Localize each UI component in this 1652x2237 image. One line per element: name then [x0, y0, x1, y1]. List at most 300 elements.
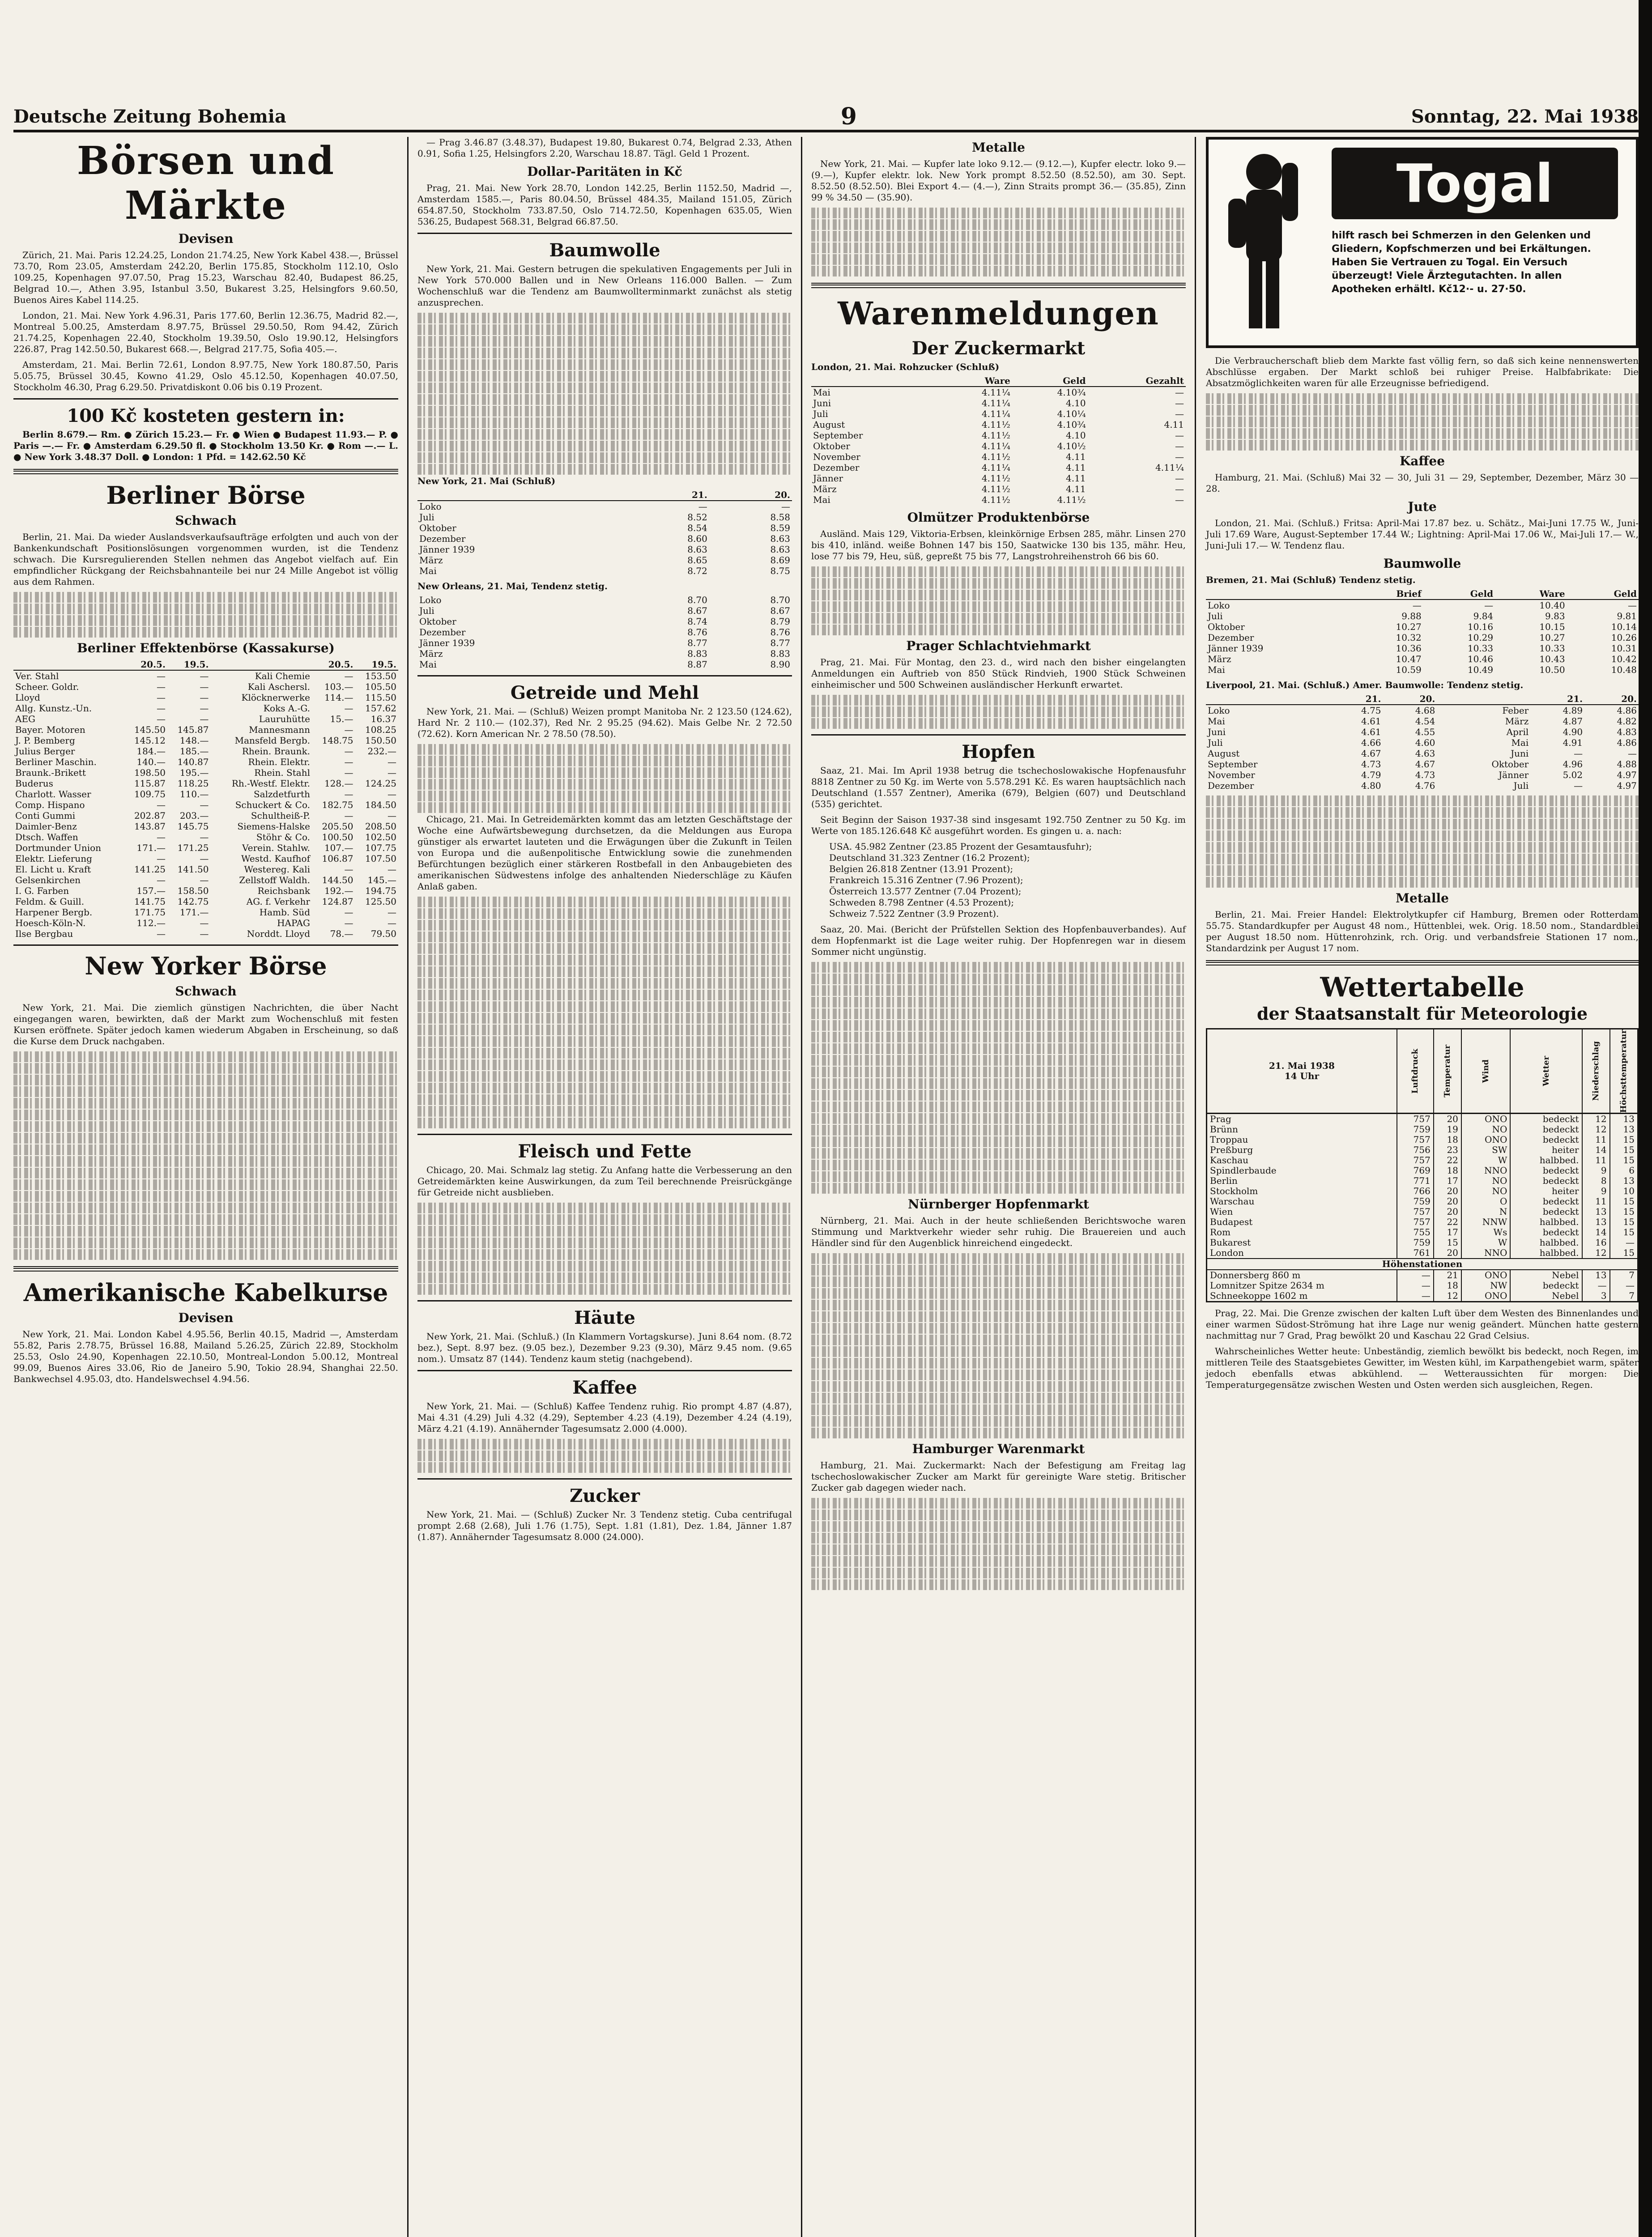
weather-cell: 11	[1582, 1155, 1610, 1165]
table-cell: 184.—	[136, 746, 166, 757]
illegible-text	[417, 1013, 792, 1024]
table-cell: 8.76	[687, 627, 707, 638]
weather-row	[1207, 1196, 1638, 1207]
illegible-text	[811, 1265, 1186, 1276]
table-cell: 4.83	[1617, 727, 1637, 737]
table-header-cell: 20.	[709, 489, 792, 501]
weather-cell: bedeckt	[1510, 1114, 1582, 1125]
weather-cell: 766	[1397, 1186, 1434, 1196]
table-cell: 145.87	[177, 724, 209, 735]
table-row	[417, 544, 792, 555]
table-cell: Mai	[419, 659, 437, 670]
weather-cell: Budapest	[1210, 1216, 1253, 1228]
divider	[417, 1300, 792, 1301]
table-cell: 8.58	[770, 512, 790, 523]
table-row	[13, 724, 398, 735]
table-row	[1206, 621, 1639, 632]
table-cell: Lloyd	[15, 692, 40, 703]
illegible-text	[811, 1125, 1186, 1136]
weather-cell: Nebel	[1510, 1270, 1582, 1280]
weather-cell: Schneekoppe 1602 m	[1210, 1290, 1308, 1301]
heading-new-york: New Yorker Börse	[85, 952, 327, 980]
table-row	[811, 387, 1186, 398]
illegible-text	[417, 348, 792, 358]
table-cell: —	[344, 724, 353, 735]
table-row	[417, 627, 792, 638]
weather-cell: bedeckt	[1510, 1196, 1582, 1207]
weather-cell: 18	[1434, 1280, 1461, 1291]
table-cell: —	[344, 767, 353, 778]
table-cell: 4.60	[1415, 737, 1435, 748]
illegible-text	[811, 1300, 1186, 1310]
weather-row	[1207, 1165, 1638, 1176]
illegible-text	[417, 1083, 792, 1093]
table-cell: —	[200, 853, 209, 864]
weather-cell: 759	[1397, 1196, 1434, 1207]
weather-cell: 10	[1610, 1186, 1638, 1196]
illegible-text	[1206, 865, 1639, 876]
table-cell: 8.77	[770, 638, 790, 648]
list-item: Schweiz 7.522 Zentner (3.9 Prozent).	[829, 908, 999, 919]
table-cell: 109.75	[134, 789, 166, 800]
column-2	[407, 137, 801, 2237]
heading-hamburg: Hamburger Warenmarkt	[912, 1442, 1085, 1456]
page-number: 9	[840, 102, 857, 130]
table-row	[13, 907, 398, 918]
illegible-text	[811, 1311, 1186, 1322]
table-row	[13, 757, 398, 767]
table-cell: Verein. Stahlw.	[242, 842, 310, 853]
weather-date-cell	[1207, 1029, 1397, 1114]
weather-cell: 757	[1397, 1114, 1434, 1125]
weather-cell: —	[1397, 1291, 1434, 1302]
weather-cell: Prag	[1210, 1114, 1231, 1125]
table-cell: —	[156, 875, 166, 885]
table-cell: 140.87	[177, 757, 209, 767]
table-cell: 112.—	[136, 918, 166, 928]
divider	[1206, 960, 1639, 965]
illegible-text	[417, 966, 792, 977]
table-row	[811, 451, 1186, 462]
table-cell: —	[387, 767, 396, 778]
table-cell: 79.50	[370, 928, 396, 939]
table-cell: 4.61	[1361, 727, 1381, 737]
table-cell: September	[1208, 759, 1258, 770]
table-cell: 4.73	[1415, 770, 1435, 780]
table-cell: 148.—	[179, 735, 209, 746]
table-cell: Zellstoff Waldh.	[239, 875, 310, 885]
weather-cell: Wien	[1210, 1206, 1233, 1217]
illegible-text	[811, 1335, 1186, 1345]
illegible-text	[417, 1071, 792, 1082]
table-cell: —	[1628, 600, 1637, 611]
weather-cell: halbbed.	[1510, 1248, 1582, 1259]
table-cell: Buderus	[15, 778, 53, 789]
weather-cell: 9	[1582, 1165, 1610, 1176]
table-cell: —	[387, 757, 396, 767]
table-row	[13, 714, 398, 724]
table-cell: 4.11	[1066, 473, 1086, 484]
ny-cotton-title: New York, 21. Mai (Schluß)	[417, 476, 556, 486]
table-header-cell: Geld	[1423, 588, 1495, 600]
table-row	[1206, 632, 1639, 643]
weather-cell: 17	[1434, 1176, 1461, 1186]
illegible-text	[13, 1098, 398, 1109]
table-row	[417, 605, 792, 616]
illegible-text	[811, 706, 1186, 717]
table-cell: 4.11	[1164, 419, 1184, 430]
table-cell: Juli	[419, 512, 434, 523]
table-cell: 102.50	[365, 832, 396, 842]
table-cell: —	[200, 714, 209, 724]
illegible-text	[417, 897, 792, 907]
heading-getreide: Getreide und Mehl	[510, 682, 699, 703]
table-row	[13, 842, 398, 853]
illegible-text	[811, 1113, 1186, 1124]
table-cell: Kali Aschersl.	[247, 681, 310, 692]
illegible-text	[811, 1020, 1186, 1031]
illegible-text	[811, 1160, 1186, 1170]
table-cell: 208.50	[365, 821, 396, 832]
illegible-text	[811, 1369, 1186, 1380]
table-cell: 150.50	[365, 735, 396, 746]
table-cell: 4.11¼	[981, 408, 1010, 419]
table-header-cell: 21.	[1329, 693, 1383, 705]
table-header-cell	[1437, 693, 1530, 705]
illegible-text	[13, 627, 398, 638]
illegible-text	[13, 604, 398, 614]
table-cell: 4.11	[1066, 484, 1086, 494]
table-cell: —	[344, 746, 353, 757]
table-cell: Kali Chemie	[255, 671, 310, 681]
divider	[417, 675, 792, 676]
illegible-text	[417, 1059, 792, 1070]
table-row	[417, 616, 792, 627]
article-saaz: Saaz, 20. Mai. (Bericht der Prüfstellen Sektion des Hopfenbauverbandes). Auf dem Hopfenmarkt ist die Lage weiter ruhig. Der Hopfenregen war in diesem Sommer nicht ungünstig.	[811, 924, 1186, 957]
illegible-text	[417, 779, 792, 790]
illegible-text	[811, 1067, 1186, 1077]
table-cell: 141.75	[134, 896, 166, 907]
weather-cell: 757	[1397, 1207, 1434, 1217]
table-cell: Norddt. Lloyd	[247, 928, 310, 939]
weather-cell: 21	[1434, 1270, 1461, 1280]
table-cell: Siemens-Halske	[237, 821, 310, 832]
weather-cell: ONO	[1461, 1270, 1510, 1280]
table-cell: 198.50	[134, 767, 166, 778]
table-cell: —	[698, 501, 707, 512]
table-cell: Jänner	[1499, 770, 1529, 780]
weather-cell: ONO	[1461, 1114, 1510, 1125]
table-cell: 145.12	[134, 735, 166, 746]
table-cell: Koks A.-G.	[263, 703, 310, 714]
illegible-text	[811, 266, 1186, 276]
table-cell: 145.75	[177, 821, 209, 832]
table-cell: Jänner 1939	[419, 638, 475, 648]
table-cell: November	[1208, 770, 1255, 780]
divider	[811, 283, 1186, 288]
illegible-text	[417, 406, 792, 417]
weather-cell: —	[1582, 1280, 1610, 1291]
table-cell: 107.—	[324, 842, 353, 853]
table-cell: —	[1175, 451, 1184, 462]
illegible-text	[1206, 807, 1639, 818]
illegible-text	[811, 1253, 1186, 1264]
table-cell: 8.69	[770, 555, 790, 566]
weather-cell: NNW	[1461, 1217, 1510, 1227]
illegible-text	[811, 1008, 1186, 1019]
table-row	[13, 670, 398, 681]
illegible-text	[811, 613, 1186, 624]
table-cell: —	[156, 853, 166, 864]
table-cell: 4.11½	[981, 473, 1010, 484]
table-cell: —	[1175, 441, 1184, 451]
weather-cell: halbbed.	[1510, 1155, 1582, 1165]
weather-cell: 16	[1582, 1238, 1610, 1248]
weather-cell: 757	[1397, 1135, 1434, 1145]
illegible-text	[417, 943, 792, 954]
article-hamburg: Hamburg, 21. Mai. Zuckermarkt: Nach der Befestigung am Freitag lag tschechoslowakischer Zucker am Markt für gereinigte Ware stetig. Britischer Zucker gab dagegen wieder nach.	[811, 1460, 1186, 1493]
table-cell: 194.75	[365, 885, 396, 896]
issue-date: Sonntag, 22. Mai 1938	[1411, 106, 1639, 127]
table-cell: Mansfeld Bergb.	[234, 735, 310, 746]
table-row	[1206, 705, 1639, 716]
table-cell: —	[344, 864, 353, 875]
table-cell: Dezember	[813, 462, 860, 473]
weather-subheader-row	[1207, 1259, 1638, 1270]
table-cell: 4.10½	[1057, 441, 1086, 451]
weather-cell: 11	[1582, 1135, 1610, 1145]
illegible-text	[811, 1148, 1186, 1159]
table-cell: 78.—	[330, 928, 353, 939]
table-cell: 103.—	[324, 681, 353, 692]
table-cell: 10.32	[1396, 632, 1422, 643]
illegible-text	[417, 1439, 792, 1450]
table-cell: 142.75	[177, 896, 209, 907]
table-cell: 124.25	[365, 778, 396, 789]
heading-baumwolle: Baumwolle	[549, 240, 660, 261]
weather-cell: 759	[1397, 1238, 1434, 1248]
table-cell: Charlott. Wasser	[15, 789, 91, 800]
heading-metalle: Metalle	[972, 140, 1025, 155]
weather-cell: NO	[1461, 1176, 1510, 1186]
table-row	[13, 864, 398, 875]
table-row	[417, 659, 792, 670]
table-row	[13, 789, 398, 800]
column-4	[1195, 137, 1639, 2237]
heading-fleisch: Fleisch und Fette	[518, 1141, 692, 1162]
illegible-text	[13, 1156, 398, 1167]
weather-row	[1207, 1217, 1638, 1227]
table-row	[13, 767, 398, 778]
table-cell: Rhein. Elektr.	[248, 757, 310, 767]
illegible-text	[811, 962, 1186, 973]
article-new-york: New York, 21. Mai. Die ziemlich günstigen Nachrichten, die über Nacht eingegangen waren, bewirkten, daß der Markt zum Wochenschluß mit festen Kursen eröffnete. Später jedoch kamen wiederum Abgaben in Erscheinung, so daß die Kurse dem Druck nachgaben.	[13, 1002, 398, 1046]
togal-logo: Togal	[1332, 148, 1618, 219]
divider	[417, 1478, 792, 1480]
article-dollar: Prag, 21. Mai. New York 28.70, London 142.25, Berlin 1152.50, Madrid —, Amsterdam 1585.—, Paris 80.04.50, Brüssel 484.35, Mailand 151.05, Zürich 654.87.50, Stockholm 733.87.50, Oslo 714.72.50, Kopenhagen 635.05, Wien 536.25, Budapest 568.31, Belgrad 66.87.50.	[417, 183, 792, 227]
table-cell: 4.80	[1361, 780, 1381, 791]
table-header-cell: Brief	[1351, 588, 1423, 600]
table-cell: 4.96	[1563, 759, 1583, 770]
table-cell: Loko	[1208, 600, 1230, 611]
illegible-text	[811, 1043, 1186, 1054]
weather-cell: Brünn	[1210, 1124, 1238, 1135]
table-row	[1206, 770, 1639, 780]
table-cell: 4.82	[1617, 716, 1637, 727]
weather-cell: 756	[1397, 1145, 1434, 1155]
table-cell: Juli	[813, 408, 828, 419]
weather-cell: 22	[1434, 1155, 1461, 1165]
weather-cell: 15	[1610, 1155, 1638, 1165]
divider	[13, 944, 398, 946]
illegible-text	[811, 1556, 1186, 1567]
weather-cell: 757	[1397, 1217, 1434, 1227]
table-header-row	[1206, 588, 1639, 600]
illegible-text	[811, 1136, 1186, 1147]
table-cell: Loko	[419, 501, 442, 512]
section-title: Börsen und Märkte	[77, 138, 335, 228]
table-cell: Juli	[419, 605, 434, 616]
table-header-cell	[13, 659, 124, 670]
divider	[417, 233, 792, 234]
zucker-table	[811, 375, 1186, 505]
table-row	[1206, 727, 1639, 737]
weather-row	[1207, 1291, 1638, 1302]
table-cell: 8.52	[687, 512, 707, 523]
page-header	[13, 103, 1639, 132]
table-cell: 171.—	[136, 842, 166, 853]
weather-row	[1207, 1186, 1638, 1196]
table-cell: 8.67	[687, 605, 707, 616]
article-hopfen-2: Seit Beginn der Saison 1937-38 sind insgesamt 192.750 Zentner zu 50 Kg. im Werte von 185.126.648 Kč ausgeführt worden. Es gingen u. a. nach:	[811, 814, 1186, 836]
table-row	[13, 703, 398, 714]
table-cell: 4.11½	[981, 430, 1010, 441]
table-cell: 10.15	[1539, 621, 1565, 632]
weather-subheader: Höhenstationen	[1207, 1259, 1638, 1270]
article-metalle: New York, 21. Mai. — Kupfer late loko 9.12.— (9.12.—), Kupfer electr. loko 9.— (9.—), Kupfer elektr. lok. New York prompt 8.52.50 (8.52.50), am 30. Sept. 8.52.50 (8.52.50). Blei Export 4.— (4.—), Zinn Straits prompt 36.— (35.85), Zinn 99 % 34.50 — (35.90).	[811, 158, 1186, 203]
table-cell: Oktober	[419, 616, 456, 627]
illegible-text	[417, 429, 792, 440]
illegible-text	[811, 1078, 1186, 1089]
table-cell: 4.67	[1415, 759, 1435, 770]
table-cell: El. Licht u. Kraft	[15, 864, 91, 875]
article-berlin: Berlin, 21. Mai. Da wieder Auslandsverkaufsaufträge erfolgten und auch von der Bankenkundschaft Positionslösungen vorgenommen wurden, ist die Tendenz schwach. Die Kursregulierenden Stellen nehmen das Angebot vielfach auf. Ein empfindlicher Rückgang der Reichsbahnanteile bei nur 24 Mille Angebot ist völlig aus dem Rahmen.	[13, 532, 398, 587]
illegible-text	[811, 219, 1186, 230]
table-cell: 8.76	[770, 627, 790, 638]
table-cell: Juli	[1208, 611, 1223, 621]
illegible-text	[13, 1226, 398, 1237]
table-cell: 5.02	[1563, 770, 1583, 780]
illegible-text	[417, 791, 792, 801]
table-cell: Conti Gummi	[15, 810, 76, 821]
weather-header-row	[1207, 1029, 1638, 1114]
illegible-text	[1206, 417, 1639, 427]
illegible-text	[1206, 819, 1639, 829]
weather-cell: bedeckt	[1510, 1124, 1582, 1135]
illegible-text	[811, 1183, 1186, 1194]
table-cell: 4.86	[1617, 705, 1637, 716]
table-cell: Dezember	[1208, 632, 1254, 643]
weather-cell: W	[1461, 1238, 1510, 1248]
table-row	[13, 896, 398, 907]
table-cell: 8.59	[770, 523, 790, 533]
table-header-cell: Geld	[1567, 588, 1639, 600]
table-cell: 157.62	[365, 703, 396, 714]
zucker-subtitle: London, 21. Mai. Rohzucker (Schluß)	[811, 361, 1000, 372]
table-row	[1206, 716, 1639, 727]
table-cell: Loko	[1208, 705, 1230, 716]
illegible-text	[1206, 842, 1639, 853]
table-header-cell: 21.	[1530, 693, 1584, 705]
table-cell: Mai	[419, 566, 437, 576]
subheading-kabel: Devisen	[178, 1310, 234, 1325]
table-cell: Schuckert & Co.	[235, 800, 310, 810]
table-cell: Mai	[1208, 664, 1225, 675]
table-cell: Mai	[1511, 737, 1529, 748]
illegible-text	[417, 394, 792, 405]
table-cell: —	[156, 681, 166, 692]
table-cell: AG. f. Verkehr	[246, 896, 310, 907]
table-cell: Mai	[813, 387, 830, 398]
table-cell: 4.10¾	[1057, 419, 1086, 430]
table-cell: 10.29	[1467, 632, 1494, 643]
weather-row	[1207, 1248, 1638, 1259]
weather-cell: 769	[1397, 1165, 1434, 1176]
illegible-text	[811, 1055, 1186, 1066]
table-cell: 8.63	[770, 544, 790, 555]
table-cell: 141.25	[134, 864, 166, 875]
table-cell: HAPAG	[277, 918, 310, 928]
no-cotton-title: New Orleans, 21. Mai, Tendenz stetig.	[417, 581, 608, 591]
table-cell: 144.50	[322, 875, 353, 885]
table-header-cell: 20.	[1584, 693, 1639, 705]
weather-column-header: Höchsttemperatur	[1610, 1029, 1638, 1114]
table-cell: 4.76	[1415, 780, 1435, 791]
table-cell: —	[387, 907, 396, 918]
weather-cell: Nebel	[1510, 1291, 1582, 1302]
table-cell: Lauruhütte	[259, 714, 310, 724]
illegible-text	[811, 578, 1186, 589]
article-kaffee: New York, 21. Mai. — (Schluß) Kaffee Tendenz ruhig. Rio prompt 4.87 (4.87), Mai 4.31 (4.29) Juli 4.32 (4.29), September 4.23 (4.19), Dezember 4.24 (4.19), März 4.21 (4.19). Annähernder Tagesumsatz 2.000 (4.000).	[417, 1401, 792, 1434]
table-cell: 110.—	[179, 789, 209, 800]
table-cell: Juli	[1208, 737, 1223, 748]
illegible-text	[417, 1462, 792, 1473]
heading-zucker: Zucker	[570, 1485, 640, 1506]
heading-olmuetz: Olmützer Produktenbörse	[907, 510, 1090, 525]
table-cell: —	[1175, 473, 1184, 484]
table-cell: —	[344, 918, 353, 928]
table-cell: März	[419, 555, 443, 566]
illegible-text	[811, 1544, 1186, 1555]
weather-cell: 14	[1582, 1145, 1610, 1155]
illegible-text	[1206, 795, 1639, 806]
weather-date: 21. Mai 1938	[1269, 1060, 1335, 1072]
article-london: London, 21. Mai. New York 4.96.31, Paris 177.60, Berlin 12.36.75, Madrid 82.—, Montreal 5.00.25, Amsterdam 8.97.75, Brüssel 29.50.50, Rom 94.42, Zürich 21.74.25, Kopenhagen 22.40, Stockholm 19.39.50, Oslo 19.90.12, Helsingfors 226.87, Prag 142.50.50, Bukarest 668.—, Belgrad 217.75, Sofia 405.—.	[13, 310, 398, 354]
table-cell: 4.11	[1066, 451, 1086, 462]
table-cell: 4.10¾	[1057, 387, 1086, 398]
weather-cell: 3	[1582, 1291, 1610, 1302]
table-cell: 141.50	[177, 864, 209, 875]
table-row	[417, 533, 792, 544]
table-cell: —	[200, 875, 209, 885]
table-header-cell: Geld	[1012, 375, 1088, 387]
list-item: USA. 45.982 Zentner (23.85 Prozent der Gesamtausfuhr);	[829, 841, 1092, 852]
table-cell: —	[156, 714, 166, 724]
illegible-text	[417, 1094, 792, 1105]
illegible-text	[811, 1171, 1186, 1182]
weather-cell: 17	[1434, 1227, 1461, 1238]
column-1	[13, 137, 407, 2237]
